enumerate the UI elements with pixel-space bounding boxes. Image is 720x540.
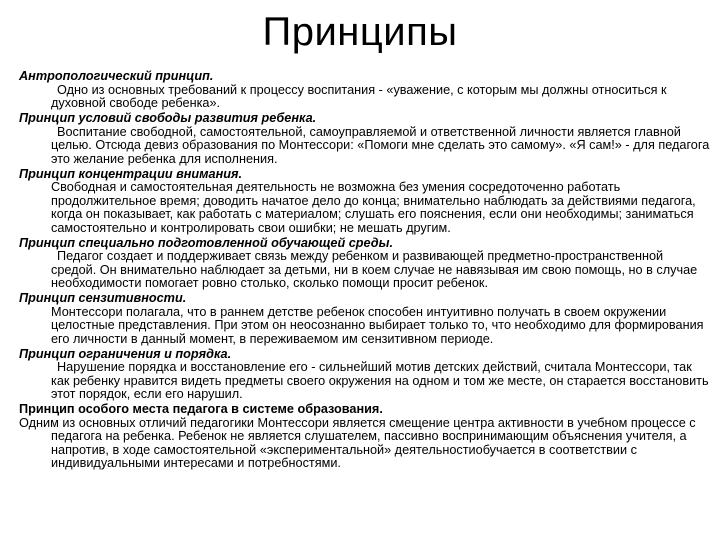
- section-heading: Антропологический принцип.: [19, 69, 214, 83]
- section-body: Воспитание свободной, самостоятельной, самоуправляемой и ответственной личности является главной целью. Отсюда девиз образования по Монтессори: «Помоги мне сделать это самому». «Я сам!» - для педагога это желание ребенка для исполнения.: [51, 124, 710, 166]
- section-body: Монтессори полагала, что в раннем детстве ребенок способен интуитивно получать в своем окружении целостные представления. При этом он неосознанно выбирает только то, что необходимо для формирования его личности в данный момент, в переживаемом им сензитивном периоде.: [51, 304, 704, 346]
- section-heading: Принцип особого места педагога в системе образования.: [19, 402, 383, 416]
- section-heading: Принцип сензитивности.: [19, 291, 187, 305]
- section-heading: Принцип условий свободы развития ребенка.: [19, 111, 317, 125]
- section-heading: Принцип ограничения и порядка.: [19, 346, 232, 361]
- principles-list: [19, 70, 711, 472]
- section-attention: [19, 168, 711, 236]
- section-prepared-environment: [19, 237, 711, 291]
- section-body: Педагог создает и поддерживает связь между ребенком и развивающей предметно-пространственной средой. Он внимательно наблюдает за детьми, ни в коем случае не навязывая им свою помощь, но в случае необходимости помогает ровно столько, сколько помощи просит ребенок.: [51, 249, 698, 290]
- section-order: [19, 348, 711, 402]
- section-heading: Принцип специально подготовленной обучающей среды.: [19, 235, 393, 250]
- section-teacher-role: [19, 403, 711, 471]
- section-body: Одним из основных отличий педагогики Монтессори является смещение центра активности в учебном процессе с педагога на ребенка. Ребенок не является слушателем, пассивно воспринимающим объяснения учителя, а напротив, в ходе самостоятельной «экспериментальной» деятельностиобучается в соответствии с индивидуальными интересами и потребностями.: [19, 415, 696, 470]
- section-body: Нарушение порядка и восстановление его - сильнейший мотив детских действий, считала Монтессори, так как ребенку нравится видеть предметы своего окружения на одном и том же месте, он старается восстановить этот порядок, если его нарушил.: [51, 360, 709, 401]
- section-sensitivity: [19, 292, 711, 346]
- section-body: Свободная и самостоятельная деятельность не возможна без умения сосредоточенно работать продолжительное время; доводить начатое дело до конца; внимательно наблюдать за действиями педагога, когда он показывает, как работать с материалом; слушать его пояснения, если они необходимы; заниматься самостоятельно и контролировать свои ошибки; не мешать другим.: [51, 180, 696, 235]
- section-heading: Принцип концентрации внимания.: [19, 166, 243, 181]
- section-freedom-conditions: [19, 112, 711, 166]
- section-body: Одно из основных требований к процессу воспитания - «уважение, с которым мы должны относиться к духовной свободе ребенка».: [51, 82, 667, 110]
- slide-title: Принципы: [262, 10, 458, 54]
- section-anthropological: [19, 70, 711, 111]
